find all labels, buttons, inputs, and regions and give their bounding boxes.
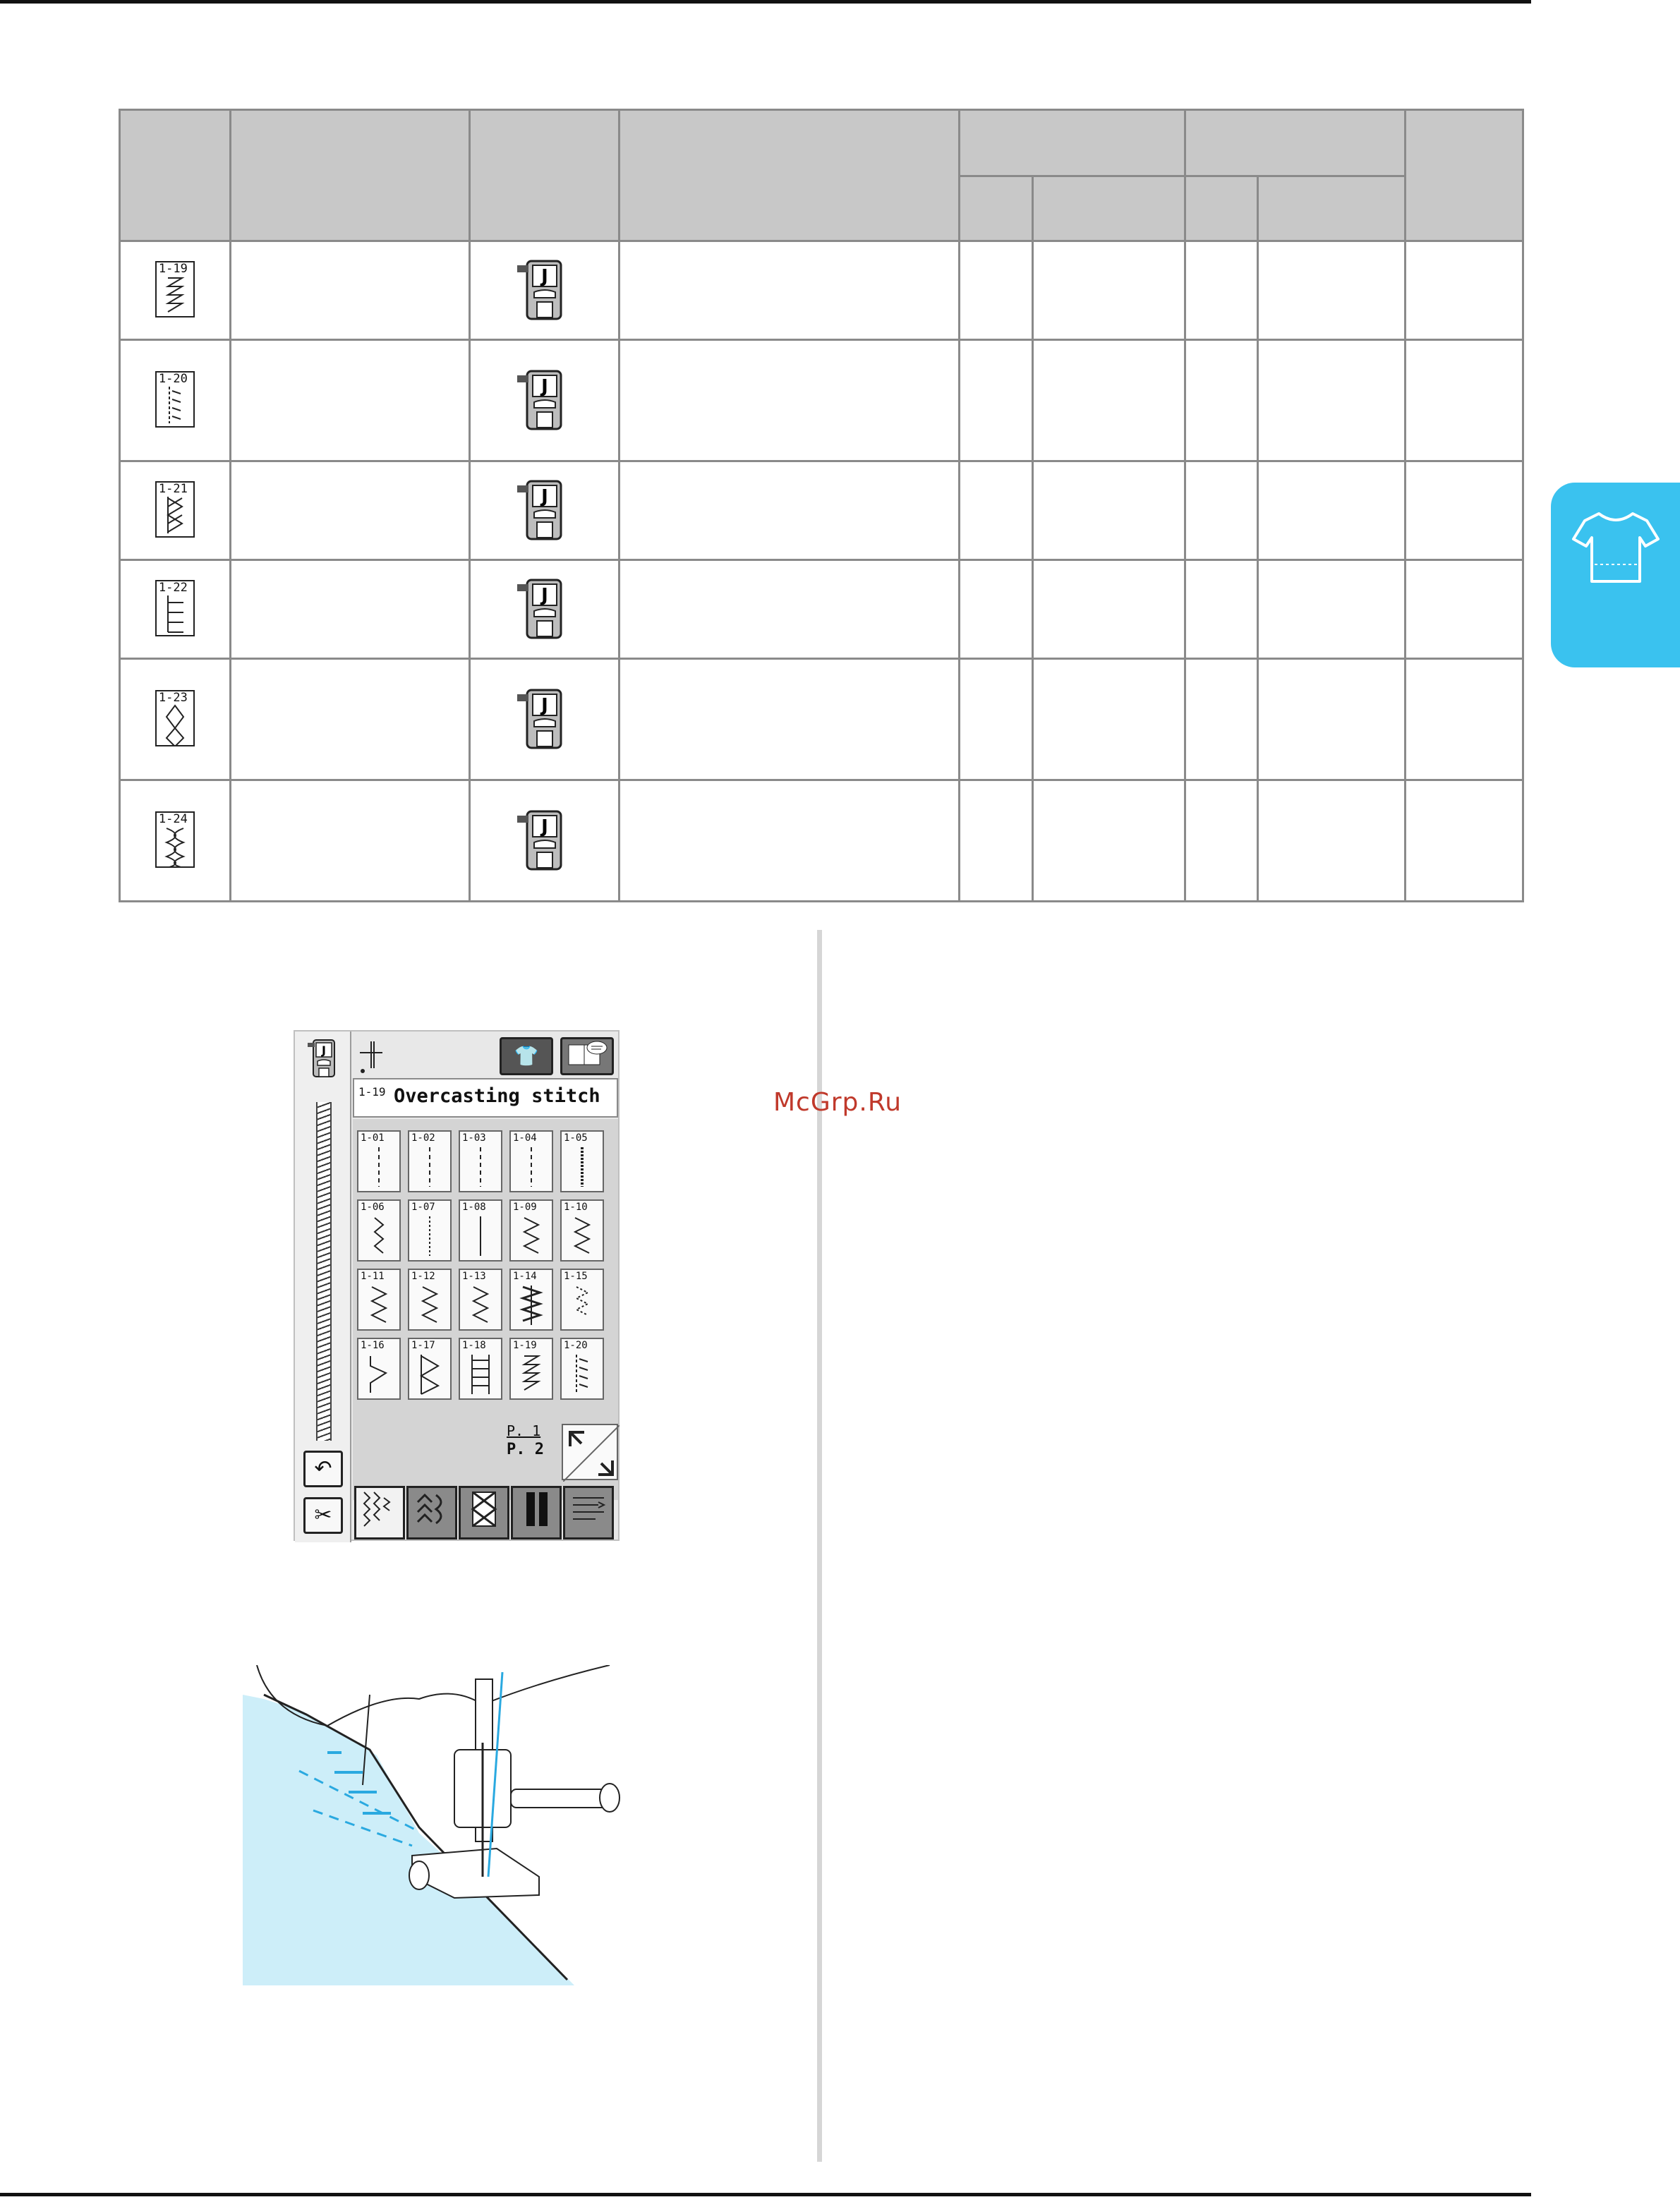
tile-code: 1-04 <box>513 1132 537 1144</box>
header-stitch <box>120 110 231 241</box>
table-row <box>120 780 1523 902</box>
fabric <box>243 1695 574 1985</box>
tile-code: 1-20 <box>564 1340 588 1351</box>
shirt-icon <box>1571 508 1661 586</box>
presser-foot <box>409 1672 620 1898</box>
table-cell <box>230 241 469 340</box>
stitch-tile-1-15[interactable] <box>560 1269 604 1331</box>
thread-cutter-button[interactable] <box>303 1497 343 1534</box>
page-total: P. 2 <box>507 1441 544 1458</box>
watermark: McGrp.Ru <box>773 1088 902 1117</box>
category-tab-character[interactable] <box>563 1486 614 1539</box>
page-arrows-icon <box>563 1425 620 1482</box>
presser-foot-j-icon <box>516 257 572 322</box>
stitch-preview-strip <box>316 1102 332 1441</box>
tile-code: 1-02 <box>411 1132 435 1144</box>
tile-code: 1-01 <box>361 1132 385 1144</box>
table-cell <box>1257 659 1405 780</box>
table-cell <box>1185 241 1258 340</box>
table-cell <box>959 340 1033 461</box>
stitch-tile-1-17[interactable] <box>408 1338 452 1400</box>
header-width <box>959 110 1185 176</box>
table-cell <box>619 560 959 659</box>
scissors-icon: ✂ <box>314 1503 332 1528</box>
header-application <box>619 110 959 241</box>
page-current: P. 1 <box>507 1422 541 1439</box>
table-cell <box>1406 659 1523 780</box>
stitch-tile-1-07[interactable] <box>408 1199 452 1262</box>
stitch-pattern-icon <box>155 261 195 317</box>
decorative-stitch-icon <box>411 1488 453 1530</box>
tile-code: 1-08 <box>462 1202 486 1213</box>
table-cell <box>1257 780 1405 902</box>
stitch-tile-1-04[interactable] <box>509 1130 553 1192</box>
table-row <box>120 560 1523 659</box>
svg-text:J: J <box>541 694 549 716</box>
stitch-code: 1-19 <box>158 261 188 276</box>
svg-text:J: J <box>541 485 549 507</box>
stitch-cell <box>120 340 231 461</box>
presser-foot-j-icon <box>516 367 572 432</box>
table-cell <box>619 780 959 902</box>
utility-stitch-icon <box>358 1488 401 1530</box>
svg-text:J: J <box>541 584 549 606</box>
table-cell <box>1257 241 1405 340</box>
table-cell <box>1033 780 1185 902</box>
table-cell <box>959 461 1033 560</box>
category-tab-utility[interactable] <box>354 1486 405 1539</box>
header-length-manual <box>1257 176 1405 241</box>
table-cell <box>1185 560 1258 659</box>
tile-code: 1-07 <box>411 1202 435 1213</box>
table-cell <box>1185 340 1258 461</box>
svg-text:J: J <box>322 1043 326 1057</box>
stitch-tile-1-09[interactable] <box>509 1199 553 1262</box>
table-cell <box>1185 780 1258 902</box>
header-foot <box>469 110 619 241</box>
svg-text:J: J <box>541 265 549 287</box>
page-scroll-button[interactable] <box>562 1424 618 1480</box>
utility-settings-button[interactable] <box>500 1037 553 1075</box>
tile-code: 1-12 <box>411 1271 435 1282</box>
stitch-table <box>119 109 1524 902</box>
stitch-code: 1-22 <box>158 580 188 595</box>
foot-cell <box>469 560 619 659</box>
character-stitch-icon <box>567 1488 610 1530</box>
selected-stitch-name: Overcasting stitch <box>394 1085 600 1107</box>
table-cell <box>230 560 469 659</box>
tile-code: 1-15 <box>564 1271 588 1282</box>
reverse-stitch-button[interactable] <box>303 1451 343 1487</box>
table-cell <box>1033 560 1185 659</box>
table-row <box>120 659 1523 780</box>
stitch-cell <box>120 659 231 780</box>
stitch-tile-1-05[interactable] <box>560 1130 604 1192</box>
category-tab-buttonhole[interactable] <box>511 1486 562 1539</box>
category-tab-decorative[interactable] <box>406 1486 457 1539</box>
table-row <box>120 340 1523 461</box>
table-cell <box>1257 560 1405 659</box>
table-cell <box>1406 780 1523 902</box>
foot-cell <box>469 241 619 340</box>
table-cell <box>1406 560 1523 659</box>
table-cell <box>1406 340 1523 461</box>
satin-stitch-icon <box>463 1488 505 1530</box>
table-cell <box>1406 461 1523 560</box>
table-cell <box>959 241 1033 340</box>
book-icon <box>566 1039 608 1067</box>
tile-code: 1-06 <box>361 1202 385 1213</box>
stitch-tile-1-19[interactable] <box>509 1338 553 1400</box>
buttonhole-icon <box>515 1488 557 1530</box>
header-width-auto <box>959 176 1033 241</box>
table-cell <box>230 780 469 902</box>
lcd-screen <box>294 1030 620 1541</box>
shirt-icon: 👕 <box>514 1044 539 1067</box>
header-length-auto <box>1185 176 1258 241</box>
stitch-cell <box>120 560 231 659</box>
header-length <box>1185 110 1406 176</box>
table-cell <box>1185 461 1258 560</box>
tile-code: 1-03 <box>462 1132 486 1144</box>
stitch-tile-1-12[interactable] <box>408 1269 452 1331</box>
top-rule <box>0 0 1531 4</box>
chapter-tab <box>1551 483 1680 667</box>
table-row <box>120 461 1523 560</box>
presser-foot-j-icon <box>516 477 572 542</box>
stitch-cell <box>120 461 231 560</box>
stitch-code: 1-24 <box>158 811 188 826</box>
table-cell <box>619 340 959 461</box>
svg-text:J: J <box>541 816 549 837</box>
foot-cell <box>469 659 619 780</box>
header-name <box>230 110 469 241</box>
foot-cell <box>469 780 619 902</box>
table-cell <box>619 461 959 560</box>
tile-code: 1-18 <box>462 1340 486 1351</box>
stitch-tile-1-11[interactable] <box>357 1269 401 1331</box>
stitch-code: 1-21 <box>158 481 188 496</box>
stitch-cell <box>120 780 231 902</box>
stitch-cell <box>120 241 231 340</box>
bottom-rule <box>0 2193 1531 2196</box>
category-tab-satin[interactable] <box>459 1486 509 1539</box>
stitch-name-bar <box>353 1078 618 1118</box>
tile-code: 1-14 <box>513 1271 537 1282</box>
table-cell <box>1185 659 1258 780</box>
stitch-table-container <box>119 109 1524 902</box>
stitch-tile-1-08[interactable] <box>459 1199 502 1262</box>
table-cell <box>230 340 469 461</box>
stitch-tile-1-01[interactable] <box>357 1130 401 1192</box>
presser-foot-icon <box>306 1037 340 1079</box>
table-cell <box>230 461 469 560</box>
header-width-manual <box>1033 176 1185 241</box>
tile-code: 1-05 <box>564 1132 588 1144</box>
stitch-tile-1-03[interactable] <box>459 1130 502 1192</box>
presser-foot-j-icon <box>516 686 572 751</box>
table-row <box>120 241 1523 340</box>
table-cell <box>1033 340 1185 461</box>
table-cell <box>1033 241 1185 340</box>
stitch-pattern-icon <box>155 371 195 428</box>
stitch-tile-1-20[interactable] <box>560 1338 604 1400</box>
tile-code: 1-13 <box>462 1271 486 1282</box>
lcd-left-panel <box>295 1032 351 1542</box>
table-cell <box>230 659 469 780</box>
table-cell <box>1033 461 1185 560</box>
stitch-pattern-icon <box>155 580 195 636</box>
presser-foot-j-icon <box>516 807 572 872</box>
stitch-code: 1-20 <box>158 371 188 386</box>
reverse-stitch-icon: ↶ <box>314 1456 332 1481</box>
table-cell <box>1406 241 1523 340</box>
stitch-tile-1-18[interactable] <box>459 1338 502 1400</box>
stitch-tile-1-13[interactable] <box>459 1269 502 1331</box>
stitch-tile-1-10[interactable] <box>560 1199 604 1262</box>
table-cell <box>1257 340 1405 461</box>
table-cell <box>959 780 1033 902</box>
help-button[interactable] <box>560 1037 614 1075</box>
stitch-tile-1-16[interactable] <box>357 1338 401 1400</box>
stitch-code: 1-23 <box>158 690 188 705</box>
table-cell <box>959 560 1033 659</box>
table-cell <box>1033 659 1185 780</box>
sewing-illustration <box>243 1665 652 1985</box>
stitch-tile-1-02[interactable] <box>408 1130 452 1192</box>
needle-position-icon <box>357 1040 385 1079</box>
table-cell <box>619 659 959 780</box>
stitch-pattern-icon <box>155 690 195 746</box>
stitch-pattern-icon <box>155 481 195 538</box>
foot-cell <box>469 340 619 461</box>
table-cell <box>1257 461 1405 560</box>
stitch-tile-1-06[interactable] <box>357 1199 401 1262</box>
header-twin-needle <box>1406 110 1523 241</box>
table-cell <box>959 659 1033 780</box>
stitch-pattern-icon <box>155 811 195 868</box>
table-cell <box>619 241 959 340</box>
foot-cell <box>469 461 619 560</box>
svg-text:J: J <box>541 375 549 397</box>
tile-code: 1-19 <box>513 1340 537 1351</box>
tile-code: 1-09 <box>513 1202 537 1213</box>
tile-code: 1-16 <box>361 1340 385 1351</box>
tile-code: 1-17 <box>411 1340 435 1351</box>
selected-stitch-code: 1-19 <box>358 1085 386 1099</box>
presser-foot-j-icon <box>516 576 572 641</box>
tile-code: 1-11 <box>361 1271 385 1282</box>
tile-code: 1-10 <box>564 1202 588 1213</box>
stitch-tile-1-14[interactable] <box>509 1269 553 1331</box>
